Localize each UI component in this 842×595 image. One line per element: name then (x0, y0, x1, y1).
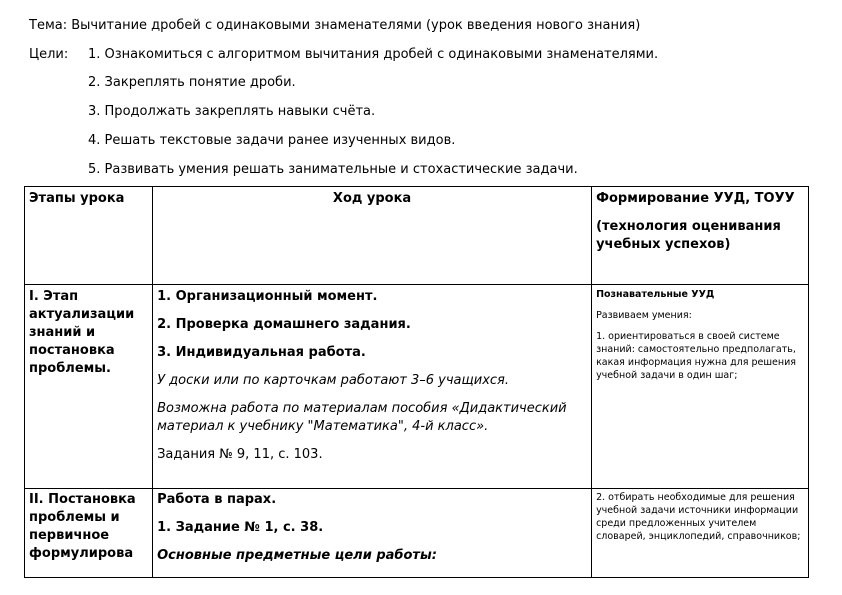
task-item: 1. Задание № 1, с. 38. (157, 520, 324, 535)
table-row (25, 489, 809, 578)
goal-item: 3. Продолжать закреплять навыки счёта. (88, 104, 376, 119)
stage-cell (25, 489, 153, 578)
goals-label: Цели: (29, 47, 69, 62)
uud-point: 2. отбирать необходимые для решения учебной задачи источники информации среди предложенных учителем словарей, энциклопедий, справочников; (596, 492, 801, 542)
step-item: 2. Проверка домашнего задания. (157, 317, 411, 332)
uud-point: 1. ориентироваться в своей системе знаний: самостоятельно предполагать, какая информация нужна для решения учебной задачи в один шаг; (596, 331, 796, 381)
uud-cell (592, 489, 809, 578)
goal-item: 1. Ознакомиться с алгоритмом вычитания дробей с одинаковыми знаменателями. (88, 47, 659, 62)
progress-cell (153, 285, 592, 489)
lesson-table (24, 186, 809, 578)
lesson-topic: Тема: Вычитание дробей с одинаковыми знаменателями (урок введения нового знания) (29, 18, 641, 33)
step-item: 3. Индивидуальная работа. (157, 345, 366, 360)
uud-heading: Познавательные УУД (596, 289, 715, 300)
header-progress-cell (153, 187, 592, 285)
note-text: У доски или по карточкам работают 3–6 учащихся. (157, 373, 509, 388)
progress-cell (153, 489, 592, 578)
table-header-row (25, 187, 809, 285)
goal-item: 4. Решать текстовые задачи ранее изученных видов. (88, 133, 456, 148)
header-uud-subtitle: (технология оценивания учебных успехов) (596, 219, 781, 252)
header-stages-cell (25, 187, 153, 285)
goal-item: 2. Закреплять понятие дроби. (88, 75, 296, 90)
header-uud-cell (592, 187, 809, 285)
step-item: 1. Организационный момент. (157, 289, 378, 304)
uud-develop: Развиваем умения: (596, 310, 692, 321)
stage-title: II. Постановка проблемы и первичное формулирова (29, 492, 136, 561)
stage-cell (25, 285, 153, 489)
work-mode: Работа в парах. (157, 492, 277, 507)
stage-title: I. Этап актуализации знаний и постановка проблемы. (29, 289, 135, 376)
header-uud-title: Формирование УУД, ТОУУ (596, 191, 795, 206)
header-stages: Этапы урока (29, 191, 125, 206)
goal-item: 5. Развивать умения решать занимательные и стохастические задачи. (88, 162, 578, 177)
table-row (25, 285, 809, 489)
goals-text: Основные предметные цели работы: (157, 548, 437, 563)
uud-cell (592, 285, 809, 489)
header-progress: Ход урока (332, 191, 412, 206)
tasks-text: Задания № 9, 11, с. 103. (157, 447, 323, 462)
note-text: Возможна работа по материалам пособия «Дидактический материал к учебнику "Математика", 4-й класс». (157, 401, 567, 434)
